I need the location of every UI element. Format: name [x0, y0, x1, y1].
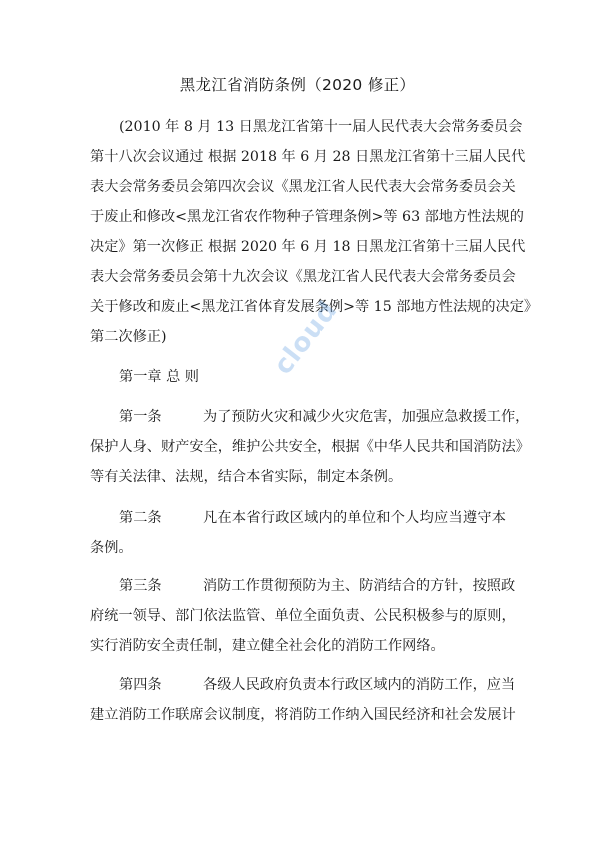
article-label: 第四条	[119, 677, 162, 693]
article-label: 第三条	[119, 578, 162, 594]
article-label: 第二条	[119, 510, 162, 526]
document-title: 黑龙江省消防条例（2020 修正）	[179, 76, 416, 94]
document-page: 黑龙江省消防条例（2020 修正） (2010 年 8 月 13 日黑龙江省第十一届人民代表大会常务委员会 第十八次会议通过 根据 2018 年 6 月 28 日黑龙江省第十三届人民代 表大会常务委员会第四次会议《黑龙江省人民代表大会常务委员会关 于废止和修改<黑龙江省农作物种子管理条例>等 63 部地方性法规的 决定》第一次修正 根据 2020 年 6 月 18 日黑龙江省第十三届人民代 表大会常务委员会第十九次会议《黑龙江省人民代表大会常务委员会 关于修改和废止<黑龙江省体育发展条例>等 15 部地方性法规的决定》 第二次修正) 第一章 总 则 第一条 为了预防火灾和减少火灾危害，加强应急救援工作， 保护人身、财产安全，维护公共安全，根据《中华人民共和国消防法》 等有关法律、法规，结合本省实际，制定本条例。 第二条 凡在本省行政区域内的单位和个人均应当遵守本 条例。 第三条 消防工作贯彻预防为主、防消结合的方针，按照政 府统一领导、部门依法监管、单位全面负责、公民积极参与的原则， 实行消防安全责任制，建立健全社会化的消防工作网络。 第四条 各级人民政府负责本行政区域内的消防工作，应当 建立消防工作联席会议制度，将消防工作纳入国民经济和社会发展计 cloud	[0, 0, 595, 841]
watermark-logo: cloud	[268, 295, 344, 381]
article-label: 第一条	[119, 409, 162, 425]
